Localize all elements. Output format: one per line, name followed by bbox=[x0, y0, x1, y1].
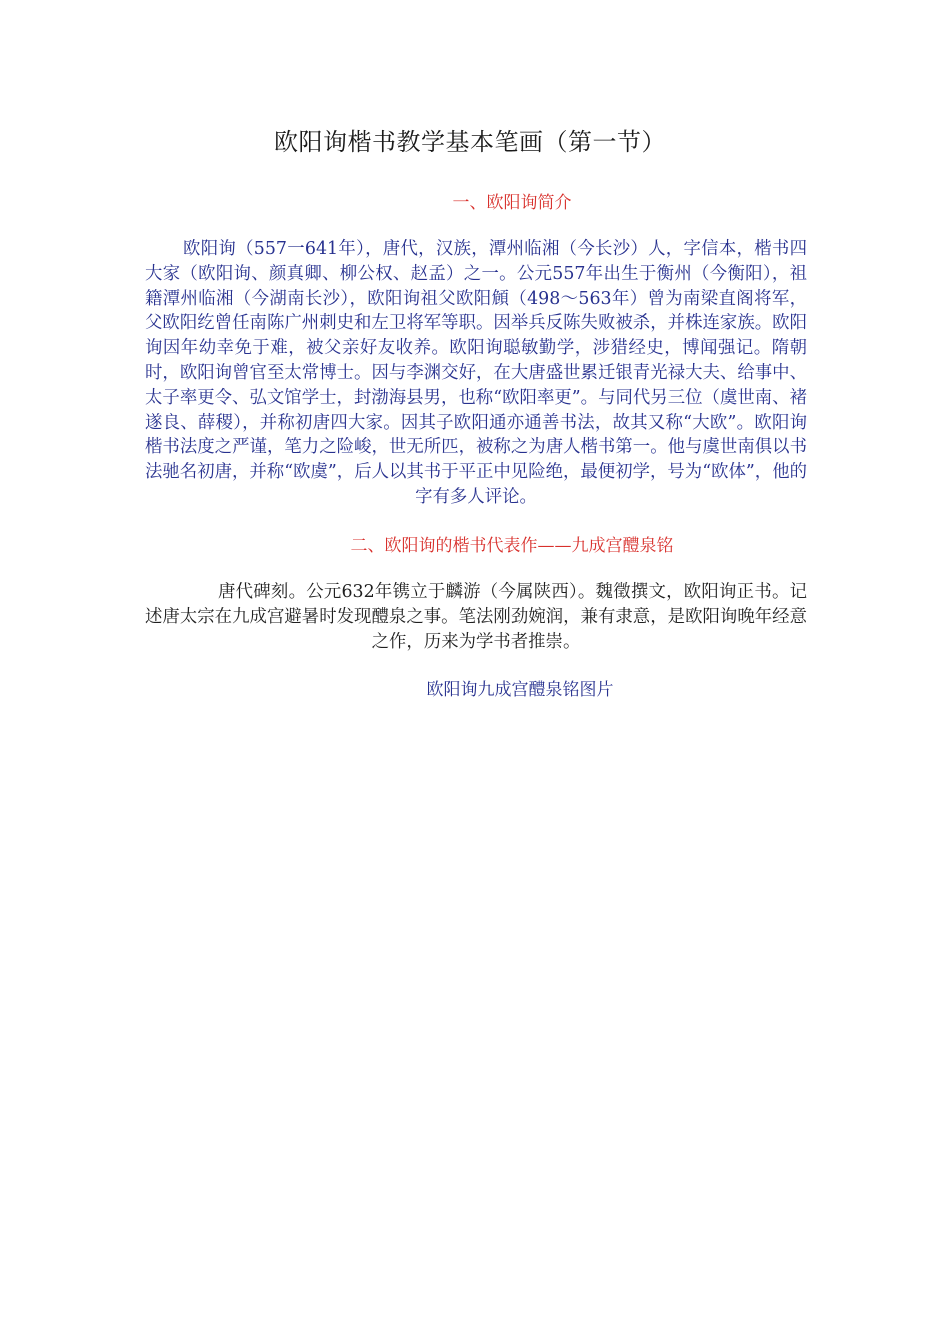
section-heading-introduction: 一、欧阳询简介 bbox=[452, 193, 572, 213]
image-caption: 欧阳询九成宫醴泉铭图片 bbox=[426, 680, 614, 700]
section-heading-masterpiece: 二、欧阳询的楷书代表作——九成宫醴泉铭 bbox=[350, 536, 674, 556]
masterpiece-paragraph: 唐代碑刻。公元632年镌立于麟游（今属陕西）。魏徵撰文，欧阳询正书。记述唐太宗在九成宫避暑时发现醴泉之事。笔法刚劲婉润，兼有隶意，是欧阳询晚年经意之作，历来为学书者推崇。 bbox=[145, 582, 807, 652]
introduction-paragraph: 欧阳询（557一641年），唐代，汉族，潭州临湘（今长沙）人，字信本，楷书四大家（欧阳询、颜真卿、柳公权、赵孟）之一。公元557年出生于衡州（今衡阳），祖籍潭州临湘（今湖南长沙），欧阳询祖父欧阳頠（498～563年）曾为南梁直阁将军，父欧阳纥曾任南陈广州刺史和左卫将军等职。因举兵反陈失败被杀，并株连家族。欧阳询因年幼幸免于难，被父亲好友收养。欧阳询聪敏勤学，涉猎经史，博闻强记。隋朝时，欧阳询曾官至太常博士。因与李渊交好，在大唐盛世累迁银青光禄大夫、给事中、太子率更令、弘文馆学士，封渤海县男，也称“欧阳率更”。与同代另三位（虞世南、褚遂良、薛稷），并称初唐四大家。因其子欧阳通亦通善书法，故其又称“大欧”。欧阳询楷书法度之严谨，笔力之险峻，世无所匹，被称之为唐人楷书第一。他与虞世南俱以书法驰名初唐，并称“欧虞”，后人以其书于平正中见险绝，最便初学，号为“欧体”，他的字有多人评论。 bbox=[145, 239, 807, 507]
document-title: 欧阳询楷书教学基本笔画（第一节） bbox=[274, 128, 666, 156]
